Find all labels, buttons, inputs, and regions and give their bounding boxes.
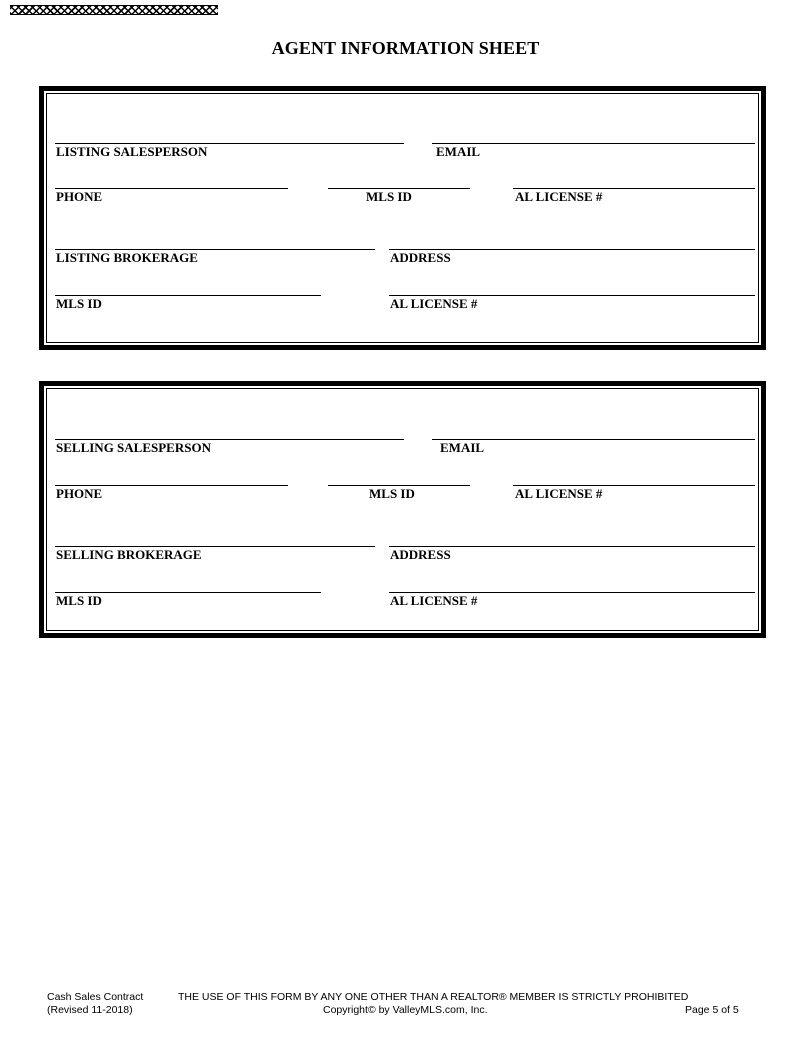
footer-usage-notice: THE USE OF THIS FORM BY ANY ONE OTHER THAN A REALTOR® MEMBER IS STRICTLY PROHIBITED bbox=[178, 991, 689, 1003]
selling-salesperson-label: SELLING SALESPERSON bbox=[56, 440, 211, 455]
listing-brokerage-mls-id-label: MLS ID bbox=[56, 296, 102, 311]
selling-brokerage-label: SELLING BROKERAGE bbox=[56, 547, 202, 562]
selling-mls-id-label: MLS ID bbox=[369, 486, 415, 501]
listing-email-field[interactable] bbox=[432, 143, 755, 144]
listing-email-label: EMAIL bbox=[436, 144, 481, 159]
footer-form-name: Cash Sales Contract bbox=[47, 991, 144, 1003]
listing-mls-id-label: MLS ID bbox=[366, 189, 412, 204]
listing-salesperson-label: LISTING SALESPERSON bbox=[56, 144, 208, 159]
listing-brokerage-label: LISTING BROKERAGE bbox=[56, 250, 198, 265]
footer-copyright: Copyright© by ValleyMLS.com, Inc. bbox=[323, 1004, 488, 1016]
selling-brokerage-mls-id-label: MLS ID bbox=[56, 593, 102, 608]
decorative-hatch-bar bbox=[10, 5, 218, 15]
footer-page-number: Page 5 of 5 bbox=[685, 1004, 739, 1016]
selling-address-label: ADDRESS bbox=[390, 547, 451, 562]
listing-phone-label: PHONE bbox=[56, 189, 103, 204]
selling-brokerage-al-license-label: AL LICENSE # bbox=[390, 593, 478, 608]
footer-revised-date: (Revised 11-2018) bbox=[47, 1004, 133, 1016]
selling-email-label: EMAIL bbox=[440, 440, 485, 455]
listing-al-license-label: AL LICENSE # bbox=[515, 189, 603, 204]
listing-brokerage-al-license-label: AL LICENSE # bbox=[390, 296, 478, 311]
selling-phone-label: PHONE bbox=[56, 486, 103, 501]
selling-al-license-label: AL LICENSE # bbox=[515, 486, 603, 501]
listing-address-label: ADDRESS bbox=[390, 250, 451, 265]
page-title: AGENT INFORMATION SHEET bbox=[271, 38, 540, 58]
